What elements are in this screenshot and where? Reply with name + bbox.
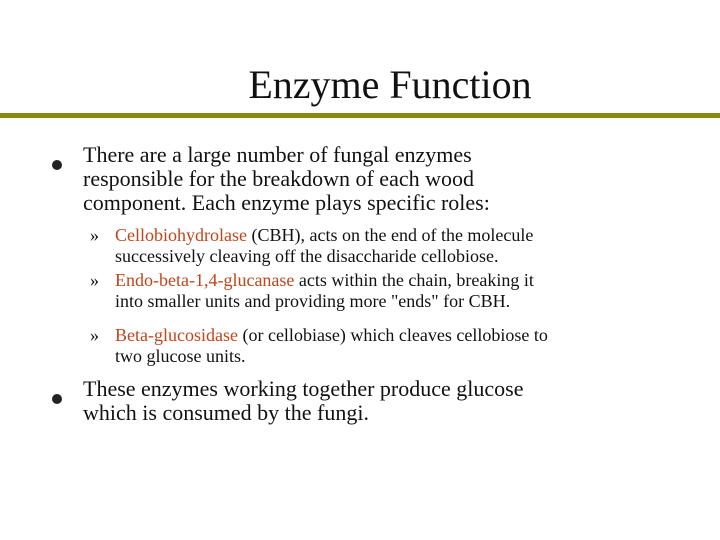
sub-item-1-line-1 [115,225,705,246]
bullet-1-text [83,143,703,215]
sub-item-1-term: Cellobiohydrolase [115,225,247,245]
sub-item-2-line-1-rest: acts within the chain, breaking it [294,270,534,290]
sub-item-3-line-1 [115,325,705,346]
sub-marker-3: » [90,325,99,345]
bullet-2-line-1: These enzymes working together produce glucose [83,376,524,401]
bullet-1-line-2: responsible for the breakdown of each wood [83,166,474,191]
sub-marker-1: » [90,225,99,245]
sub-item-1-line-1-rest: (CBH), acts on the end of the molecule [246,225,534,245]
slide-title: Enzyme Function [248,62,532,107]
sub-item-2-line-1 [115,270,705,291]
bullet-2-line-2: which is consumed by the fungi. [83,400,369,425]
sub-item-2-term: Endo-beta-1,4-glucanase [115,270,295,290]
sub-item-1-line-2: successively cleaving off the disaccharide cellobiose. [115,246,499,266]
bullet-2-text [83,377,703,425]
sub-marker-2: » [90,270,99,290]
bullet-dot-1 [52,160,62,170]
sub-item-2 [115,270,705,312]
sub-item-3 [115,325,705,367]
sub-item-2-line-2: into smaller units and providing more "ends" for CBH. [115,291,511,311]
bullet-1-line-1: There are a large number of fungal enzymes [83,142,472,167]
bullet-dot-2 [52,394,62,404]
sub-item-1 [115,225,705,267]
bullet-1-line-3: component. Each enzyme plays specific roles: [83,190,490,215]
sub-item-3-line-2: two glucose units. [115,346,246,366]
sub-item-3-line-1-rest: (or cellobiase) which cleaves cellobiose to [237,325,548,345]
title-underline-rule [0,113,720,118]
sub-item-3-term: Beta-glucosidase [115,325,238,345]
